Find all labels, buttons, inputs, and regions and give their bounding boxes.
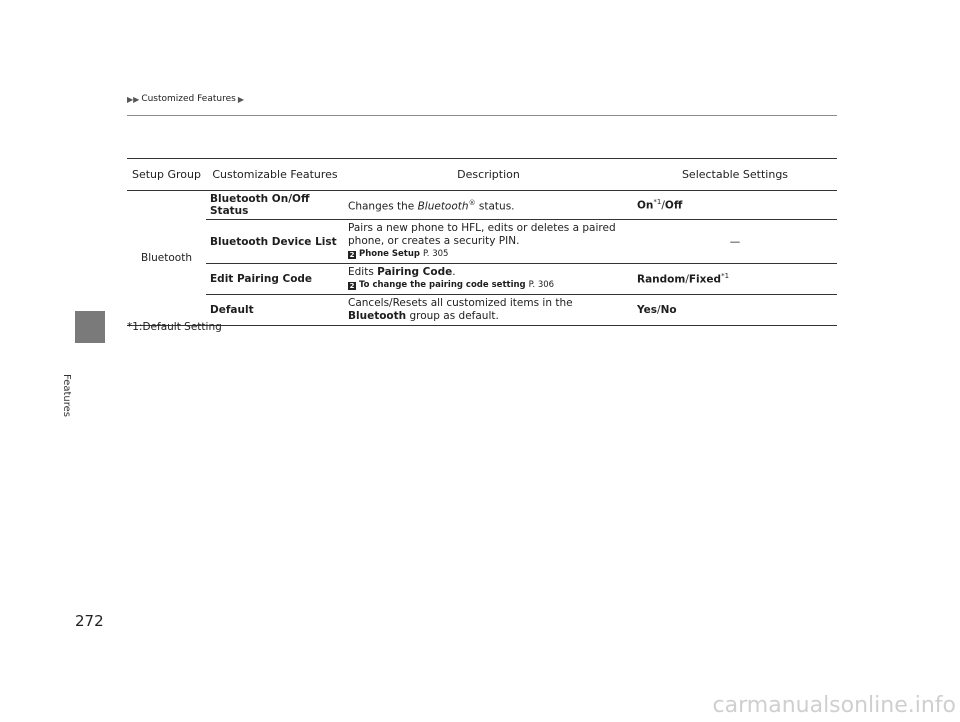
header-rule [127,115,837,116]
table-row [127,295,837,326]
breadcrumb[interactable] [127,94,244,104]
table-row [127,264,837,295]
table-row [127,191,837,220]
setup-group-cell: Bluetooth [127,191,206,326]
header-description: Description [344,159,633,191]
description-cell: Pairs a new phone to HFL, edits or deletes a paired phone, or creates a security PIN. 2 Phone Setup P. 305 [344,220,633,264]
description-cell: Changes the Bluetooth® status. [344,191,633,220]
cross-reference-link[interactable]: 2 To change the pairing code setting P. 306 [349,280,555,290]
table-header-row [127,159,837,191]
page-number: 272 [75,612,104,630]
feature-cell: Bluetooth Device List [206,220,344,264]
settings-cell: Yes/No [633,295,837,326]
section-label: Features [61,374,72,417]
description-cell: Cancels/Resets all customized items in the Bluetooth group as default. [344,295,633,326]
reference-arrow-icon: 2 [349,281,355,290]
cross-reference-link[interactable]: 2 Phone Setup P. 305 [349,249,449,259]
feature-cell: Edit Pairing Code [206,264,344,295]
triangle-right-icon: ▶▶ [127,94,140,104]
description-cell: Edits Pairing Code. 2 To change the pairing code setting P. 306 [344,264,633,295]
settings-cell: — [633,220,837,264]
settings-table [127,158,837,326]
settings-cell: Random/Fixed$^{*1}$ [633,264,837,295]
triangle-right-icon: ▶ [237,94,244,104]
section-tab [75,311,105,343]
watermark: carmanualsonline.info [712,693,956,718]
feature-cell: Bluetooth On/Off Status [206,191,344,220]
settings-cell: On$^{*1}$/Off [633,191,837,220]
breadcrumb-label[interactable]: Customized Features [141,94,236,104]
header-setup-group: Setup Group [127,159,206,191]
table-row [127,220,837,264]
header-selectable-settings: Selectable Settings [633,159,837,191]
feature-cell: Default [206,295,344,326]
reference-arrow-icon: 2 [349,250,355,259]
footnote: *1:Default Setting [127,321,222,333]
header-customizable-features: Customizable Features [206,159,344,191]
